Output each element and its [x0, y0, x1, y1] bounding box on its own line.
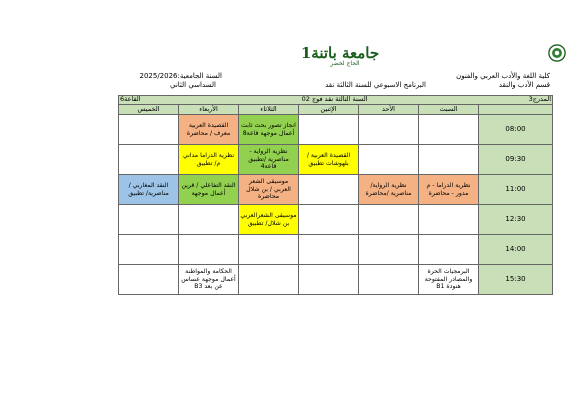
class-session-cell: انجاز تصور بحث ثابت أعمال موجهة قاعة8: [239, 115, 299, 145]
hall-header: [119, 96, 553, 105]
empty-cell: [299, 265, 359, 295]
class-session-cell: نظرية الرواية/ مناصرية /محاضرة: [359, 175, 419, 205]
empty-cell: [419, 235, 479, 265]
class-session-cell: القصيدة العربية / بلهوشات تطبيق: [299, 145, 359, 175]
time-row: [119, 265, 553, 295]
empty-cell: [239, 265, 299, 295]
time-slot: 09:30: [479, 145, 553, 175]
class-session-cell: النقد التفاعلي / قرين أعمال موجهة: [179, 175, 239, 205]
class-session-cell: موسيقى الشعر العربي / بن شلال محاضرة: [239, 175, 299, 205]
time-slot: 11:00: [479, 175, 553, 205]
empty-cell: [419, 115, 479, 145]
time-row: [119, 235, 553, 265]
class-session-cell: نظرية الدراما - م مدور - محاضرة: [419, 175, 479, 205]
time-row: [119, 115, 553, 145]
time-slot: 15:30: [479, 265, 553, 295]
hall-left-label: المدرج3: [528, 95, 552, 104]
university-name: جامعة باتنة1: [300, 44, 380, 62]
empty-cell: [119, 265, 179, 295]
day-header: الخميس: [119, 105, 179, 115]
class-session-cell: القصيدة العربية معرف / محاضرة: [179, 115, 239, 145]
empty-cell: [119, 235, 179, 265]
university-logo-icon: [548, 44, 566, 62]
time-slot: 12:30: [479, 205, 553, 235]
day-header: السبت: [419, 105, 479, 115]
faculty-name: كلية اللغة والأدب العربي والفنون: [456, 72, 550, 80]
timetable-body: [119, 115, 553, 295]
empty-cell: [359, 265, 419, 295]
day-header-row: [119, 105, 553, 115]
class-session-cell: نظرية الرواية - مناصرية /تطبيق قاعة4: [239, 145, 299, 175]
empty-cell: [359, 235, 419, 265]
day-header: الثلاثاء: [239, 105, 299, 115]
time-slot: 14:00: [479, 235, 553, 265]
day-header: الإثنين: [299, 105, 359, 115]
university-subtitle: الحاج لخضر: [330, 60, 360, 67]
empty-cell: [419, 205, 479, 235]
program-title: البرنامج الاسبوعي للسنة الثالثة نقد: [325, 81, 426, 89]
empty-cell: [179, 205, 239, 235]
semester: السداسي الثاني: [170, 81, 216, 89]
empty-cell: [119, 115, 179, 145]
class-session-cell: النقد المغاربي / مناصرية/ تطبيق: [119, 175, 179, 205]
corner-cell: [479, 105, 553, 115]
class-session-cell: البرمجيات الحرة والمصادر المفتوحة هنودة B1: [419, 265, 479, 295]
empty-cell: [299, 235, 359, 265]
hall-row: [119, 96, 553, 105]
empty-cell: [419, 145, 479, 175]
empty-cell: [119, 145, 179, 175]
empty-cell: [359, 205, 419, 235]
empty-cell: [359, 115, 419, 145]
class-session-cell: موسيقى الشعرالعربي بن شلال/ تطبيق: [239, 205, 299, 235]
empty-cell: [119, 205, 179, 235]
group-label: السنة الثالثة نقد فوج 02: [301, 95, 368, 104]
department-name: قسم الأدب والنقد: [498, 81, 550, 89]
empty-cell: [239, 235, 299, 265]
time-slot: 08:00: [479, 115, 553, 145]
time-row: [119, 205, 553, 235]
time-row: [119, 175, 553, 205]
empty-cell: [179, 235, 239, 265]
day-header: الأربعاء: [179, 105, 239, 115]
timetable: [118, 95, 553, 295]
empty-cell: [299, 175, 359, 205]
day-header: الأحد: [359, 105, 419, 115]
empty-cell: [299, 205, 359, 235]
empty-cell: [359, 145, 419, 175]
class-session-cell: نظرية الدراما مداني م/ تطبيق: [179, 145, 239, 175]
time-row: [119, 145, 553, 175]
academic-year: السنة الجامعية:2025/2026: [139, 72, 222, 80]
empty-cell: [299, 115, 359, 145]
hall-right-label: القاعة6: [120, 95, 141, 104]
class-session-cell: الحكامة والمواطنة أعمال موجهة عساس عن بعد B3: [179, 265, 239, 295]
